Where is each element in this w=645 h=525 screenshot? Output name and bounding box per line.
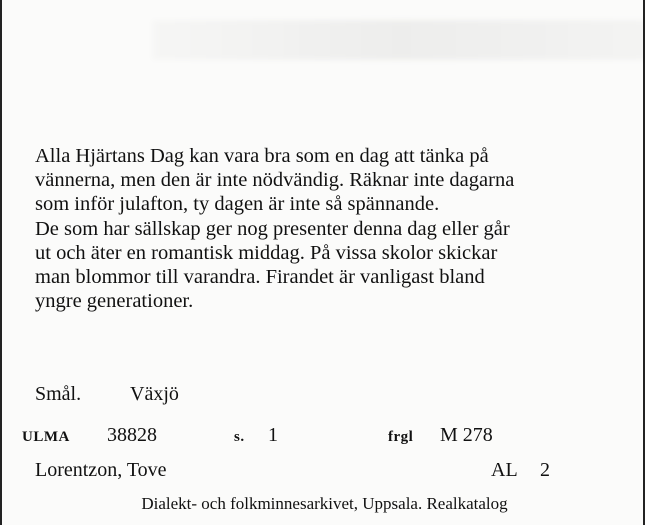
al-label: AL (491, 459, 518, 481)
card-body-text: Alla Hjärtans Dag kan vara bra som en dag att tänka på vännerna, men den är inte nödvändig. Räknar inte dagarna som inför julafton, ty dagen är inte så spännande. De som har sällskap ger nog presenter denna dag eller går ut och äter en romantisk middag. På vissa skolor skickar man blommor till varandra. Firandet är vanligast bland yngre generationer. (35, 145, 515, 313)
page-number: 1 (268, 424, 278, 446)
archive-footer: Dialekt- och folkminnesarkivet, Uppsala. Realkatalog (141, 494, 508, 513)
province-label: Smål. (35, 383, 82, 405)
al-value: 2 (540, 459, 550, 481)
place-label: Växjö (130, 383, 179, 405)
author-name: Lorentzon, Tove (35, 459, 167, 481)
ulma-label: ULMA (22, 429, 70, 445)
bleed-through-text (152, 20, 645, 60)
page-label: s. (234, 429, 245, 445)
frgl-value: M 278 (440, 424, 493, 446)
frgl-label: frgl (388, 429, 414, 445)
ulma-number: 38828 (107, 424, 157, 446)
